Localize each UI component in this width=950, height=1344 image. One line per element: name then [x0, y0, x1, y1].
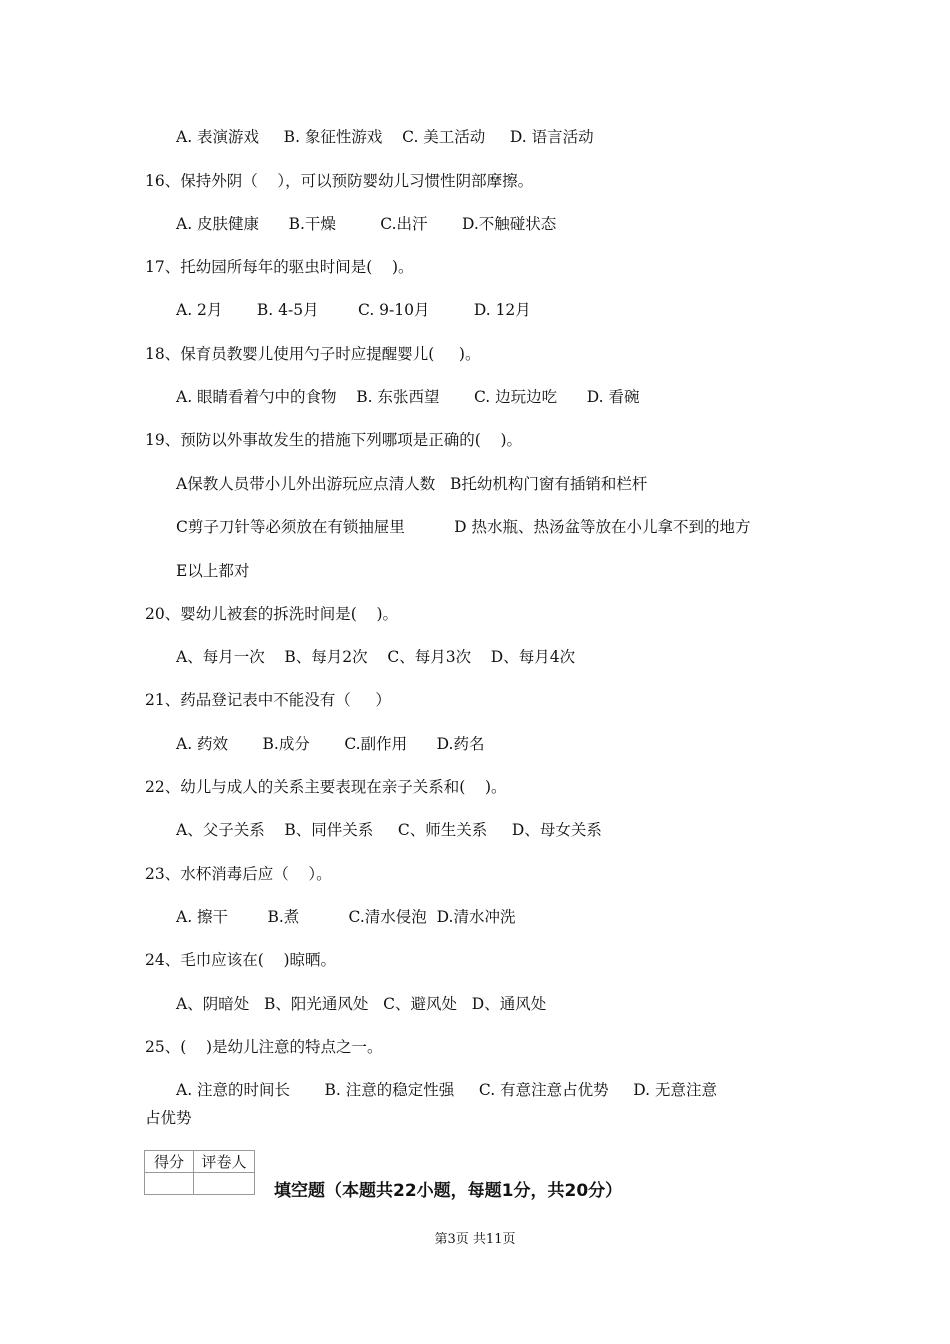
question-options: A. 眼睛看着勺中的食物 B. 东张西望 C. 边玩边吃 D. 看碗	[176, 388, 640, 406]
question-stem: 24、毛巾应该在( )晾晒。	[145, 951, 337, 969]
question-options: A、父子关系 B、同伴关系 C、师生关系 D、母女关系	[176, 821, 602, 839]
question-options: A. 擦干 B.煮 C.清水侵泡 D.清水冲洗	[176, 908, 516, 926]
question-stem: 20、婴幼儿被套的拆洗时间是( )。	[145, 605, 399, 623]
question-stem: 23、水杯消毒后应（ ）。	[145, 865, 332, 883]
question-options: A保教人员带小儿外出游玩应点清人数 B托幼机构门窗有插销和栏杆	[176, 475, 648, 493]
question-options: A、阴暗处 B、阳光通风处 C、避风处 D、通风处	[176, 995, 547, 1013]
page-footer: 第3页 共11页	[434, 1232, 516, 1247]
question-options: A、每月一次 B、每月2次 C、每月3次 D、每月4次	[176, 648, 576, 666]
question-options: A. 注意的时间长 B. 注意的稳定性强 C. 有意注意占优势 D. 无意注意	[176, 1081, 717, 1099]
question-options: A. 皮肤健康 B.干燥 C.出汗 D.不触碰状态	[176, 215, 557, 233]
score-header: 得分	[145, 1151, 194, 1173]
grader-header: 评卷人	[194, 1151, 255, 1173]
question-options: 占优势	[145, 1109, 192, 1127]
question-stem: 18、保育员教婴儿使用勺子时应提醒婴儿( )。	[145, 345, 481, 363]
question-stem: 17、托幼园所每年的驱虫时间是( )。	[145, 258, 414, 276]
question-options: E以上都对	[176, 562, 250, 580]
question-options: A. 2月 B. 4-5月 C. 9-10月 D. 12月	[176, 301, 531, 319]
question-stem: 19、预防以外事故发生的措施下列哪项是正确的( )。	[145, 431, 523, 449]
section-title: 填空题（本题共22小题，每题1分，共20分）	[274, 1181, 623, 1201]
grader-cell[interactable]	[194, 1173, 255, 1195]
score-cell[interactable]	[145, 1173, 194, 1195]
question-options: A. 药效 B.成分 C.副作用 D.药名	[176, 735, 485, 753]
question-stem: 16、保持外阴（ ），可以预防婴幼儿习惯性阴部摩擦。	[145, 172, 534, 190]
question-options: A. 表演游戏 B. 象征性游戏 C. 美工活动 D. 语言活动	[176, 128, 594, 146]
score-table	[144, 1150, 255, 1195]
question-stem: 25、( )是幼儿注意的特点之一。	[145, 1038, 383, 1056]
question-options: C剪子刀针等必须放在有锁抽屉里 D 热水瓶、热汤盆等放在小儿拿不到的地方	[176, 518, 751, 536]
question-stem: 21、药品登记表中不能没有（ ）	[145, 691, 391, 709]
question-stem: 22、幼儿与成人的关系主要表现在亲子关系和( )。	[145, 778, 507, 796]
